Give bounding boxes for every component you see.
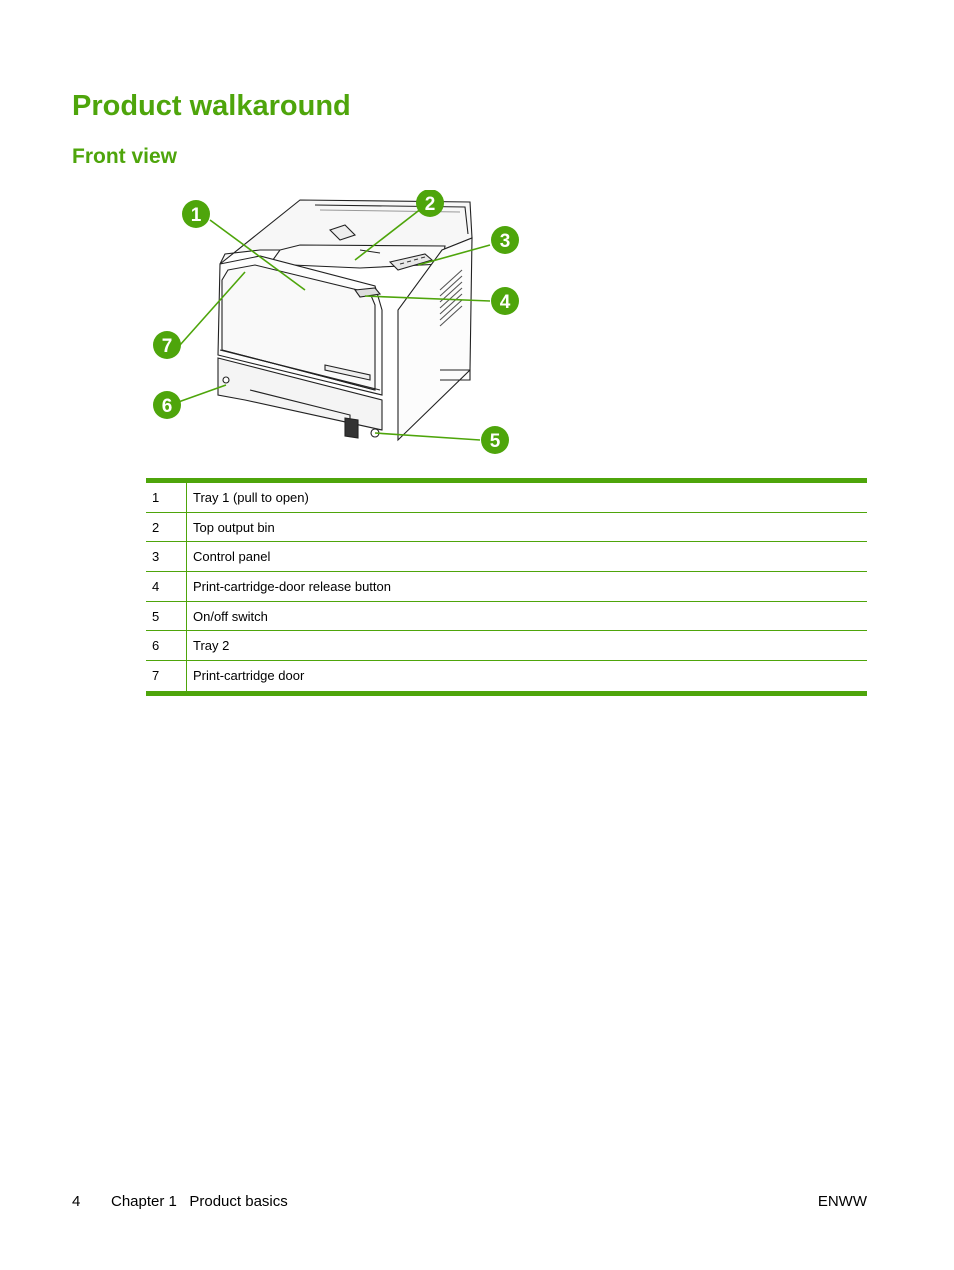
- callout-5: [481, 426, 509, 454]
- table-row: [146, 631, 867, 661]
- callout-2-label: 2: [424, 194, 436, 215]
- callout-1: [182, 200, 210, 228]
- legend-number: 3: [146, 542, 187, 571]
- legend-table: [146, 483, 867, 691]
- footer-page-number: 4: [72, 1193, 81, 1210]
- legend-number: 5: [146, 602, 187, 631]
- section-title: Front view: [72, 145, 178, 168]
- table-row: [146, 572, 867, 602]
- table-row: [146, 513, 867, 543]
- table-row: [146, 483, 867, 513]
- callout-3-label: 3: [499, 231, 511, 252]
- printer-illustration: [150, 190, 520, 460]
- callout-6: [153, 391, 181, 419]
- table-row: [146, 661, 867, 691]
- legend-description: On/off switch: [193, 608, 268, 624]
- callout-1-label: 1: [190, 205, 202, 226]
- printer-front-view-figure: [150, 190, 520, 460]
- page-title: Product walkaround: [72, 90, 351, 122]
- legend-bottom-rule: [146, 691, 867, 696]
- callout-4-label: 4: [499, 292, 511, 313]
- footer-chapter: Chapter 1 Product basics: [111, 1193, 288, 1210]
- legend-description: Tray 1 (pull to open): [193, 489, 309, 505]
- callout-2: [416, 190, 444, 217]
- table-row: [146, 602, 867, 632]
- callout-4: [491, 287, 519, 315]
- legend-number: 1: [146, 483, 187, 512]
- legend-description: Tray 2: [193, 638, 230, 654]
- callout-7-label: 7: [161, 336, 173, 357]
- legend-description: Control panel: [193, 549, 271, 565]
- legend-description: Print-cartridge-door release button: [193, 578, 391, 594]
- legend-number: 2: [146, 513, 187, 542]
- footer-right-label: ENWW: [817, 1193, 867, 1210]
- callout-3: [491, 226, 519, 254]
- callout-7: [153, 331, 181, 359]
- legend-number: 7: [146, 661, 187, 691]
- legend-number: 6: [146, 631, 187, 660]
- callout-5-label: 5: [489, 431, 501, 452]
- table-row: [146, 542, 867, 572]
- legend-description: Print-cartridge door: [193, 668, 305, 684]
- callout-6-label: 6: [161, 396, 173, 417]
- legend-description: Top output bin: [193, 519, 275, 535]
- legend-number: 4: [146, 572, 187, 601]
